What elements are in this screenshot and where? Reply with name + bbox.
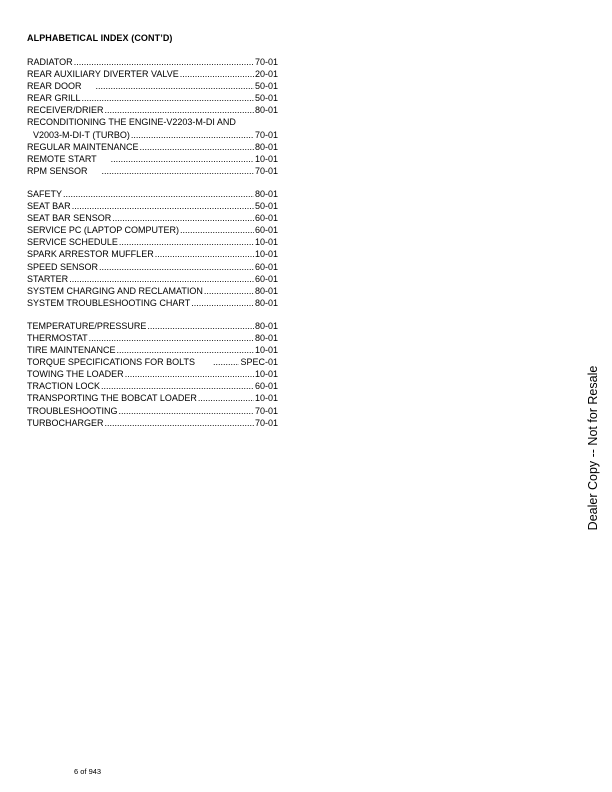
entry-page: 60-01 [254,225,278,236]
entry-page: SPEC-01 [240,357,278,368]
entry-label: TRANSPORTING THE BOBCAT LOADER [27,393,197,404]
entry-label: SPARK ARRESTOR MUFFLER [27,249,154,260]
entry-label: SEAT BAR SENSOR [27,213,112,224]
dot-leader [191,297,254,309]
entry-label: SEAT BAR [27,201,71,212]
index-entry[interactable] [27,212,278,224]
index-entry[interactable] [27,92,278,104]
index-entry[interactable] [27,356,278,368]
dot-leader [82,92,254,104]
entry-label: TEMPERATURE/PRESSURE [27,320,147,331]
page-counter: 6 of 943 [74,767,102,776]
index-entry[interactable] [27,153,278,165]
entry-label: SPEED SENSOR [27,261,99,272]
index-entry[interactable] [27,188,278,200]
entry-page: 10-01 [254,345,278,356]
entry-label: SAFETY [27,188,63,199]
entry-label: TOWING THE LOADER [27,369,124,380]
index-entry[interactable] [27,273,278,285]
dot-leader [105,417,254,429]
entry-page: 80-01 [254,105,278,116]
index-entry[interactable] [27,405,278,417]
dot-leader [131,129,254,141]
entry-page: 80-01 [254,141,278,152]
dot-leader [204,285,254,297]
entry-label: REAR GRILL [27,93,81,104]
entry-page: 50-01 [254,81,278,92]
index-entry[interactable] [27,224,278,236]
index-entry[interactable] [27,165,278,177]
entry-label: REMOTE START [27,153,97,164]
dot-leader [102,165,254,177]
dot-leader [180,224,254,236]
entry-label: V2003-M-DI-T (TURBO) [33,129,130,140]
index-entry-continuation[interactable] [27,129,278,141]
index-entry[interactable] [27,141,278,153]
entry-label: RADIATOR [27,57,73,67]
entry-page: 70-01 [254,129,278,140]
dot-leader [140,141,254,153]
index-entry[interactable] [27,368,278,380]
entry-page: 60-01 [254,381,278,392]
dealer-copy-watermark: Dealer Copy -- Not for Resale [586,365,600,531]
entry-label: REAR AUXILIARY DIVERTER VALVE [27,69,179,80]
entry-page: 10-01 [254,153,278,164]
entry-label: SERVICE PC (LAPTOP COMPUTER) [27,225,180,236]
dot-leader [125,368,254,380]
dot-leader [101,380,254,392]
dot-leader [74,56,254,68]
index-group-s [27,188,278,309]
index-entry[interactable] [27,320,278,332]
index-entry[interactable] [27,344,278,356]
entry-label: TIRE MAINTENANCE [27,345,116,356]
index-group-t [27,320,278,429]
entry-page: 70-01 [254,165,278,176]
entry-page: 10-01 [254,249,278,260]
index-entry[interactable] [27,248,278,260]
dot-leader [69,273,254,285]
alphabetical-index [27,56,278,440]
index-entry[interactable] [27,392,278,404]
index-entry[interactable] [27,104,278,116]
entry-page: 10-01 [254,237,278,248]
entry-page: 80-01 [254,320,278,331]
entry-page: 10-01 [254,393,278,404]
dot-leader [180,68,254,80]
entry-page: 50-01 [254,201,278,212]
dot-leader [112,212,254,224]
dot-leader [147,320,254,332]
entry-page: 60-01 [254,261,278,272]
entry-page: 70-01 [254,57,278,67]
dot-leader [198,392,254,404]
index-entry-first-line[interactable]: RECONDITIONING THE ENGINE-V2203-M-DI AND [27,117,236,128]
entry-page: 20-01 [254,69,278,80]
index-entry[interactable] [27,68,278,80]
index-entry[interactable] [27,80,278,92]
dot-leader [99,261,254,273]
dot-leader [155,248,254,260]
dot-leader [72,200,254,212]
index-entry[interactable] [27,236,278,248]
dot-leader [117,344,254,356]
entry-label: TORQUE SPECIFICATIONS FOR BOLTS [27,357,196,368]
entry-label: SERVICE SCHEDULE [27,237,118,248]
entry-page: 10-01 [254,369,278,380]
entry-label: RPM SENSOR [27,165,88,176]
index-entry[interactable] [27,297,278,309]
entry-label: TRACTION LOCK [27,381,101,392]
index-entry[interactable] [27,285,278,297]
index-entry[interactable] [27,417,278,429]
entry-page: 80-01 [254,297,278,308]
page-title: ALPHABETICAL INDEX (CONT’D) [27,33,173,43]
entry-label: STARTER [27,273,69,284]
entry-label: TROUBLESHOOTING [27,405,118,416]
dot-leader [119,236,254,248]
index-entry[interactable] [27,200,278,212]
dot-leader [213,356,239,368]
index-entry[interactable] [27,380,278,392]
entry-page: 80-01 [254,188,278,199]
dot-leader [119,405,254,417]
dot-leader [63,188,254,200]
entry-page: 70-01 [254,405,278,416]
entry-label: THERMOSTAT [27,332,88,343]
entry-label: REAR DOOR [27,81,82,92]
index-entry[interactable] [27,261,278,273]
entry-page: 80-01 [254,332,278,343]
dot-leader [96,80,254,92]
entry-page: 80-01 [254,285,278,296]
entry-label: SYSTEM TROUBLESHOOTING CHART [27,297,191,308]
entry-label: SYSTEM CHARGING AND RECLAMATION [27,285,203,296]
entry-page: 50-01 [254,93,278,104]
entry-page: 70-01 [254,417,278,428]
dot-leader [89,332,254,344]
entry-page: 60-01 [254,273,278,284]
index-group-r [27,56,278,177]
dot-leader [105,104,254,116]
index-entry[interactable] [27,56,278,68]
entry-label: REGULAR MAINTENANCE [27,141,139,152]
dot-leader [111,153,254,165]
entry-page: 60-01 [254,213,278,224]
entry-label: RECEIVER/DRIER [27,105,104,116]
entry-label: TURBOCHARGER [27,417,104,428]
index-entry[interactable] [27,332,278,344]
